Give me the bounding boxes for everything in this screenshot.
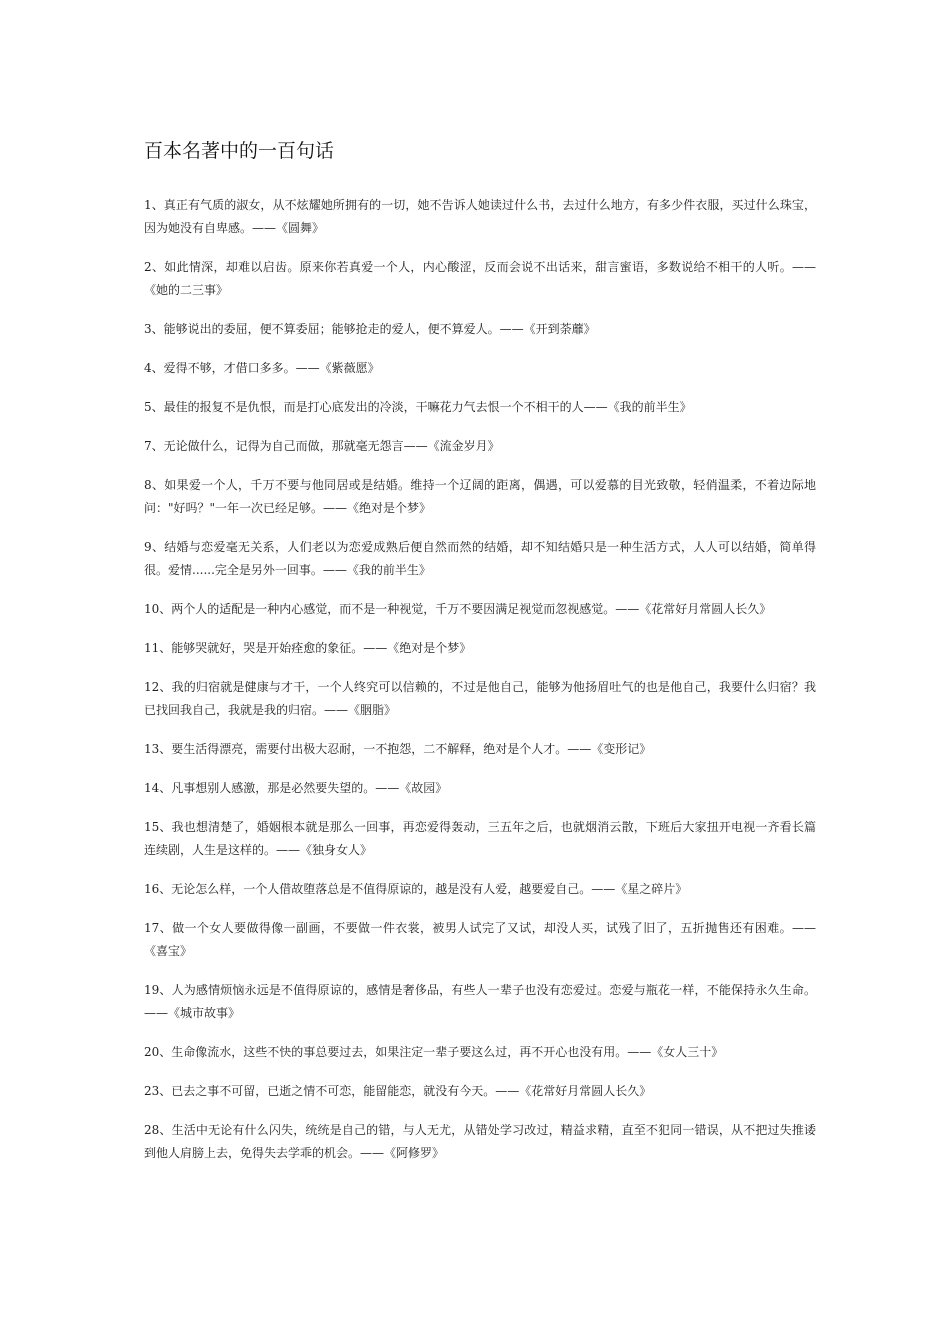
quote-paragraph: 2、如此情深，却难以启齿。原来你若真爱一个人，内心酸涩，反而会说不出话来，甜言蜜语，多数说给不相干的人听。——《她的二三事》 [144, 260, 816, 297]
document-content [144, 138, 816, 1181]
quote-paragraph: 9、结婚与恋爱毫无关系，人们老以为恋爱成熟后便自然而然的结婚，却不知结婚只是一种生活方式，人人可以结婚，简单得很。爱情......完全是另外一回事。——《我的前半生》 [144, 540, 816, 577]
quote-list [144, 194, 816, 1165]
quote-paragraph: 5、最佳的报复不是仇恨，而是打心底发出的冷淡，干嘛花力气去恨一个不相干的人——《我的前半生》 [144, 400, 692, 414]
quote-paragraph: 12、我的归宿就是健康与才干，一个人终究可以信赖的，不过是他自己，能够为他扬眉吐气的也是他自己，我要什么归宿？我已找回我自己，我就是我的归宿。——《胭脂》 [144, 680, 816, 717]
quote-paragraph: 20、生命像流水，这些不快的事总要过去，如果注定一辈子要这么过，再不开心也没有用。——《女人三十》 [144, 1045, 724, 1059]
quote-paragraph: 8、如果爱一个人，千万不要与他同居或是结婚。维持一个辽阔的距离，偶遇，可以爱慕的目光致敬，轻俏温柔，不着边际地问："好吗？"一年一次已经足够。——《绝对是个梦》 [144, 478, 816, 515]
quote-paragraph: 16、无论怎么样，一个人借故堕落总是不值得原谅的，越是没有人爱，越要爱自己。——《星之碎片》 [144, 882, 688, 896]
quote-paragraph: 23、已去之事不可留，已逝之情不可恋，能留能恋，就没有今天。——《花常好月常圆人长久》 [144, 1084, 652, 1098]
quote-paragraph: 13、要生活得漂亮，需要付出极大忍耐，一不抱怨，二不解释，绝对是个人才。——《变形记》 [144, 742, 652, 756]
quote-paragraph: 11、能够哭就好，哭是开始痊愈的象征。——《绝对是个梦》 [144, 641, 472, 655]
quote-paragraph: 14、凡事想别人感激，那是必然要失望的。——《故园》 [144, 781, 448, 795]
quote-paragraph: 19、人为感情烦恼永远是不值得原谅的，感情是奢侈品，有些人一辈子也没有恋爱过。恋爱与瓶花一样，不能保持永久生命。——《城市故事》 [144, 983, 816, 1020]
quote-paragraph: 4、爱得不够，才借口多多。——《紫薇愿》 [144, 361, 380, 375]
quote-paragraph: 17、做一个女人要做得像一副画，不要做一件衣裳，被男人试完了又试，却没人买，试残了旧了，五折抛售还有困难。——《喜宝》 [144, 921, 816, 958]
quote-paragraph: 10、两个人的适配是一种内心感觉，而不是一种视觉，千万不要因满足视觉而忽视感觉。——《花常好月常圆人长久》 [144, 602, 772, 616]
document-title: 百本名著中的一百句话 [144, 140, 335, 162]
quote-paragraph: 1、真正有气质的淑女，从不炫耀她所拥有的一切，她不告诉人她读过什么书，去过什么地方，有多少件衣服，买过什么珠宝，因为她没有自卑感。——《圆舞》 [144, 198, 816, 235]
quote-paragraph: 3、能够说出的委屈，便不算委屈；能够抢走的爱人，便不算爱人。——《开到荼蘼》 [144, 322, 596, 336]
quote-paragraph: 7、无论做什么，记得为自己而做，那就毫无怨言——《流金岁月》 [144, 439, 500, 453]
quote-paragraph: 28、生活中无论有什么闪失，统统是自己的错，与人无尤，从错处学习改过，精益求精，直至不犯同一错误，从不把过失推诿到他人肩膀上去，免得失去学乖的机会。——《阿修罗》 [144, 1123, 816, 1160]
quote-paragraph: 15、我也想清楚了，婚姻根本就是那么一回事，再恋爱得轰动，三五年之后，也就烟消云散，下班后大家扭开电视一齐看长篇连续剧，人生是这样的。——《独身女人》 [144, 820, 816, 857]
